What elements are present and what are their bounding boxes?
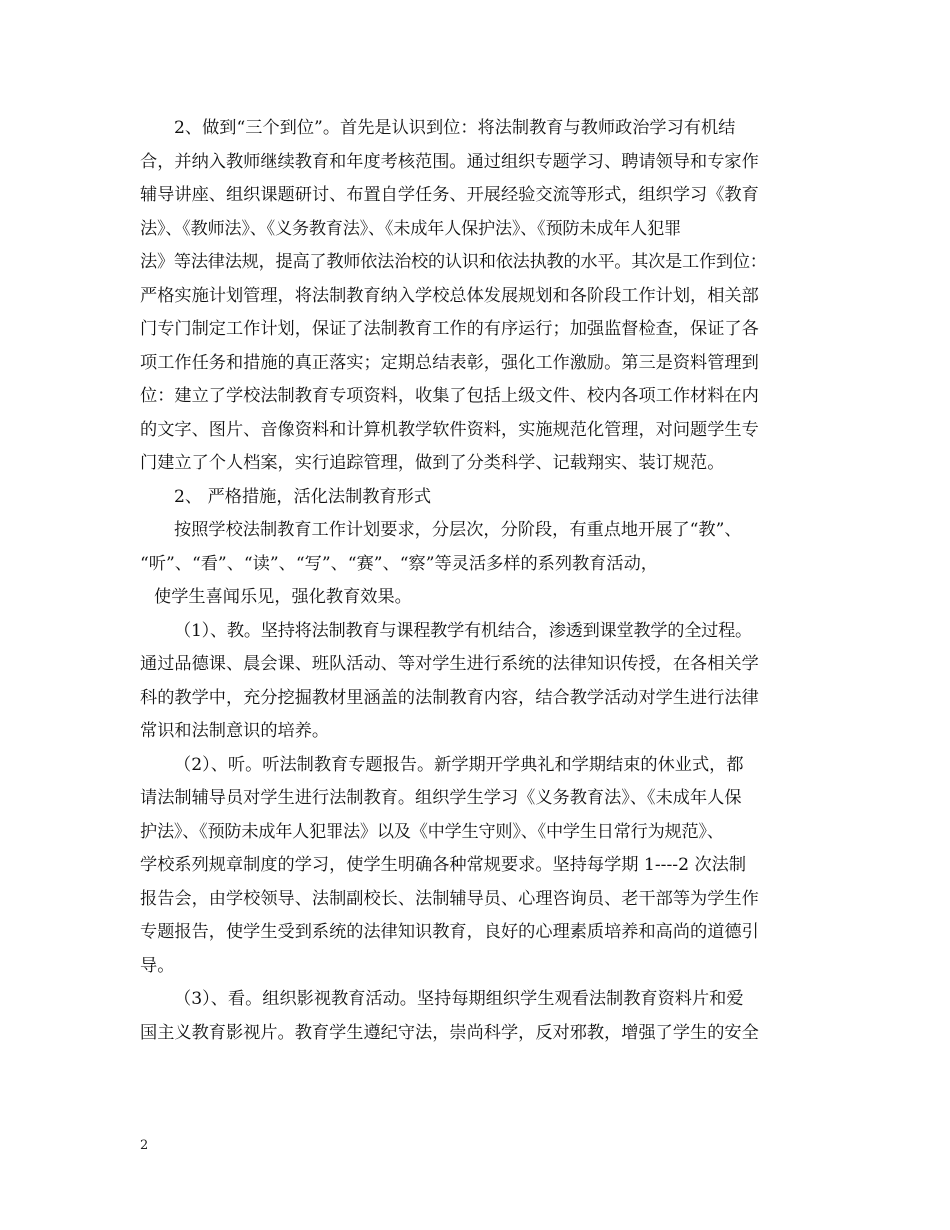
section-heading: 2、 严格措施，活化法制教育形式	[174, 486, 432, 507]
paragraph-line: 请法制辅导员对学生进行法制教育。组织学生学习《义务教育法》、《未成年人保	[140, 788, 742, 808]
paragraph-line: （1）、教。坚持将法制教育与课程教学有机结合，渗透到课堂教学的全过程。	[174, 620, 752, 641]
paragraph-line: 护法》、《预防未成年人犯罪法》以及《中学生守则》、《中学生日常行为规范》、	[140, 821, 724, 842]
paragraph-line: 学校系列规章制度的学习，使学生明确各种常规要求。坚持每学期 1----2 次法制	[140, 855, 747, 875]
paragraph-line: 项工作任务和措施的真正落实；定期总结表彰，强化工作激励。第三是资料管理到	[140, 352, 759, 373]
paragraph-line: “听”、“看”、“读”、“写”、“赛”、“察”等灵活多样的系列教育活动，	[140, 553, 658, 574]
paragraph-line: 导。	[140, 955, 175, 976]
paragraph-line: 位：建立了学校法制教育专项资料，收集了包括上级文件、校内各项工作材料在内	[140, 386, 759, 406]
paragraph-line: 使学生喜闻乐见，强化教育效果。	[154, 587, 412, 607]
paragraph-line: 按照学校法制教育工作计划要求，分层次，分阶段，有重点地开展了“教”、	[174, 520, 742, 540]
paragraph-line: 严格实施计划管理，将法制教育纳入学校总体发展规划和各阶段工作计划，相关部	[140, 285, 759, 306]
paragraph-line: 门专门制定工作计划，保证了法制教育工作的有序运行；加强监督检查，保证了各	[140, 319, 759, 339]
paragraph-line: （3）、看。组织影视教育活动。坚持每期组织学生观看法制教育资料片和爱	[174, 989, 744, 1009]
paragraph-line: 门建立了个人档案，实行追踪管理，做到了分类科学、记载翔实、装订规范。	[140, 453, 725, 473]
paragraph-line: 专题报告，使学生受到系统的法律知识教育，良好的心理素质培养和高尚的道德引	[140, 922, 759, 942]
paragraph-line: 的文字、图片、音像资料和计算机教学软件资料，实施规范化管理，对问题学生专	[140, 419, 759, 440]
paragraph-line: 常识和法制意识的培养。	[140, 721, 330, 741]
paragraph-line: 法》、《教师法》、《义务教育法》、《未成年人保护法》、《预防未成年人犯罪	[140, 218, 681, 239]
paragraph-line: 法》等法律法规，提高了教师依法治校的认识和依法执教的水平。其次是工作到位：	[140, 252, 767, 272]
page-number: 2	[140, 1138, 149, 1153]
paragraph-line: 通过品德课、晨会课、班队活动、等对学生进行系统的法律知识传授，在各相关学	[140, 654, 759, 674]
paragraph-line: （2）、听。听法制教育专题报告。新学期开学典礼和学期结束的休业式，都	[174, 754, 744, 775]
document-body	[140, 112, 820, 1050]
paragraph-line: 国主义教育影视片。教育学生遵纪守法，崇尚科学，反对邪教，增强了学生的安全	[140, 1022, 759, 1043]
paragraph-line: 2、做到“三个到位”。首先是认识到位：将法制教育与教师政治学习有机结	[174, 118, 736, 138]
paragraph-line: 合，并纳入教师继续教育和年度考核范围。通过组织专题学习、聘请领导和专家作	[140, 151, 759, 172]
paragraph-line: 辅导讲座、组织课题研讨、布置自学任务、开展经验交流等形式，组织学习《教育	[140, 185, 759, 205]
paragraph-line: 报告会，由学校领导、法制副校长、法制辅导员、心理咨询员、老干部等为学生作	[140, 888, 759, 909]
paragraph-line: 科的教学中，充分挖掘教材里涵盖的法制教育内容，结合教学活动对学生进行法律	[140, 687, 759, 708]
